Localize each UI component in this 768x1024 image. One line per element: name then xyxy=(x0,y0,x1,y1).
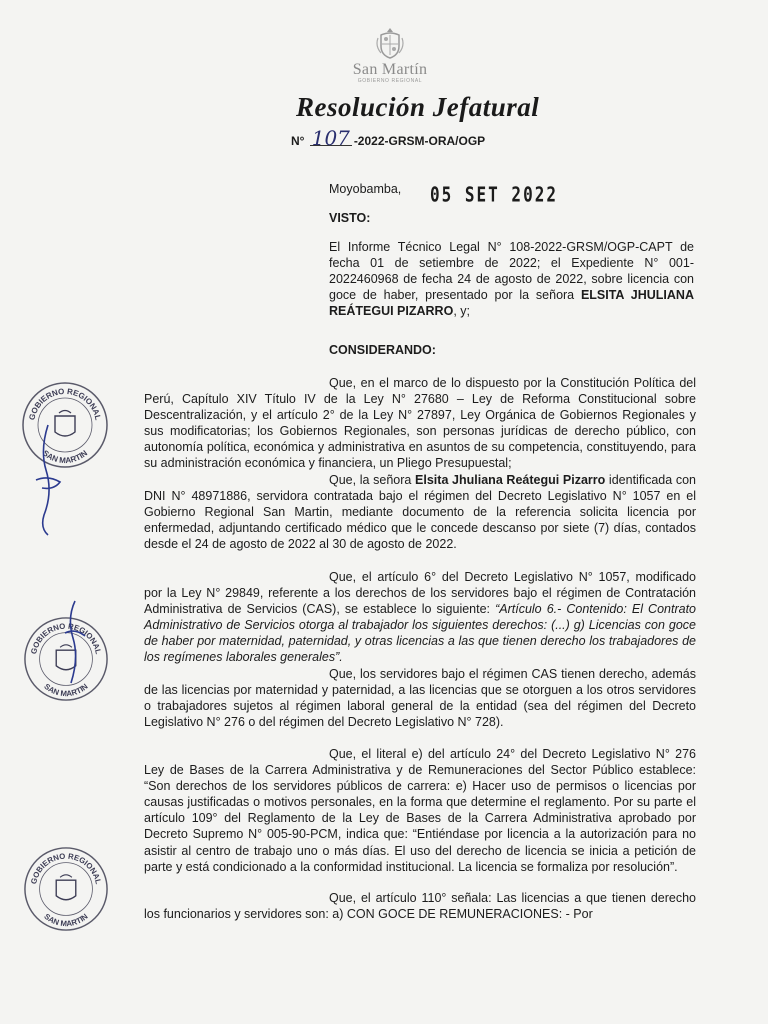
official-seal-icon xyxy=(22,845,110,933)
svg-text:GOBIERNO REGIONAL: GOBIERNO REGIONAL xyxy=(29,621,103,655)
place: Moyobamba, xyxy=(329,182,402,196)
svg-text:SAN MARTIN: SAN MARTIN xyxy=(42,911,90,929)
coat-of-arms-icon xyxy=(375,26,405,60)
handwritten-number: 107 xyxy=(311,126,350,150)
resolution-number xyxy=(291,126,486,150)
paragraph-2-name: Elsita Jhuliana Reátegui Pizarro xyxy=(415,473,606,487)
svg-text:SAN MARTIN: SAN MARTIN xyxy=(42,681,90,699)
signature-icon xyxy=(18,420,78,540)
document-title: Resolución Jefatural xyxy=(296,92,540,122)
paragraph-3-quote: “Artículo 6.- Contenido: El Contrato Administrativo de Servicios otorga al trabajador los siguientes derechos: (...) g) Licencias con goce de haber por maternidad, paternidad, y otras licencias a las que tienen derecho los trabajadores de los regímenes laborales generales”. xyxy=(144,602,697,665)
regional-logo xyxy=(340,26,440,84)
signature-icon xyxy=(55,598,95,688)
paragraph-5-text: Que, el literal e) del artículo 24° del Decreto Legislativo N° 276 Ley de Bases de la Carrera Administrativa y de Remuneraciones del Sector Público establece: “Son derechos de los servidores públicos de carrera: e) Hacer uso de permisos o licencias por causas justificadas o motivos personales, en la forma que determine el reglamento. Por su parte el artículo 109° del Reglamento de la Ley de Bases de la Carrera Administrativa aprobado por Decreto Supremo N° 005-90-PCM, indica que: “Entiéndase por licencia a la autorización para no asistir al centro de trabajo uno o más días. El uso del derecho de licencia se inicia a petición de parte y está condicionado a la conformidad institucional. La licencia se formaliza por resolución”. xyxy=(144,747,696,874)
resolution-prefix: N° xyxy=(291,134,305,148)
paragraph-2-a: Que, la señora xyxy=(329,473,416,487)
paragraph-2-b: identificada con DNI N° 48971886, servidora contratada bajo el régimen del Decreto Legislativo N° 1057 en el Gobierno Regional San Martin, mediante documento de la referencia solicita licencia por enfermedad, adjuntando certificado médico que le concede descanso por siete (7) días, contados desde el 24 de agosto de 2022 al 30 de agosto de 2022. xyxy=(144,473,696,552)
svg-text:SAN MARTIN: SAN MARTIN xyxy=(40,448,90,466)
logo-name: San Martín xyxy=(352,61,428,78)
considerando-heading: CONSIDERANDO: xyxy=(329,343,436,357)
visto-heading: VISTO: xyxy=(329,211,371,225)
date-stamp: 05 SET 2022 xyxy=(430,182,558,207)
svg-text:GOBIERNO REGIONAL: GOBIERNO REGIONAL xyxy=(27,386,103,421)
paragraph-3 xyxy=(144,569,696,666)
paragraph-1-text: Que, en el marco de lo dispuesto por la Constitución Política del Perú, Capítulo XIV Título IV de la Ley N° 27680 – Ley de Reforma Constitucional sobre Descentralización, y el artículo 2° de la Ley N° 27897, Ley Orgánica de Gobiernos Regionales y sus modificatorias; los Gobiernos Regionales, son personas jurídicas de derecho público, con autonomía política, económica y administrativa en asuntos de su competencia, constituyendo, para su administración económica y financiera, un Pliego Presupuestal; xyxy=(144,376,696,471)
resolution-suffix: -2022-GRSM-ORA/OGP xyxy=(353,134,486,148)
visto-text xyxy=(329,239,694,319)
visto-text-part2: , y; xyxy=(453,304,470,319)
paragraph-2 xyxy=(144,472,696,552)
paragraph-6 xyxy=(144,890,696,922)
paragraph-1 xyxy=(144,375,696,472)
paragraph-3-a: Que, el artículo 6° del Decreto Legislativo N° 1057, modificado por la Ley N° 29849, referente a los derechos de los servidores bajo el régimen de Contratación Administrativa de Servicios (CAS), se establece lo siguiente: xyxy=(144,570,696,617)
paragraph-4-text: Que, los servidores bajo el régimen CAS tienen derecho, además de las licencias por maternidad y paternidad, a las licencias que se otorguen a los otros servidores o trabajadores sujetos al régimen laboral general de la entidad (sea del régimen del Decreto Legislativo N° 276 o del régimen del Decreto Legislativo N° 728). xyxy=(144,667,696,730)
visto-text-part1: El Informe Técnico Legal N° 108-2022-GRSM/OGP-CAPT de fecha 01 de setiembre de 2022; el Expediente N° 001-2022460968 de fecha 24 de agosto de 2022, sobre licencia con goce de haber, presentado por la señora xyxy=(329,240,694,303)
logo-subtitle: GOBIERNO REGIONAL xyxy=(357,78,423,84)
paragraph-6-text: Que, el artículo 110° señala: Las licencias a que tienen derecho los funcionarios y servidores son: a) CON GOCE DE REMUNERACIONES: - Por xyxy=(144,891,696,922)
visto-name: ELSITA JHULIANA REÁTEGUI PIZARRO xyxy=(329,288,694,319)
paragraph-4 xyxy=(144,666,696,730)
svg-text:GOBIERNO REGIONAL: GOBIERNO REGIONAL xyxy=(29,851,103,885)
paragraph-5 xyxy=(144,746,696,875)
